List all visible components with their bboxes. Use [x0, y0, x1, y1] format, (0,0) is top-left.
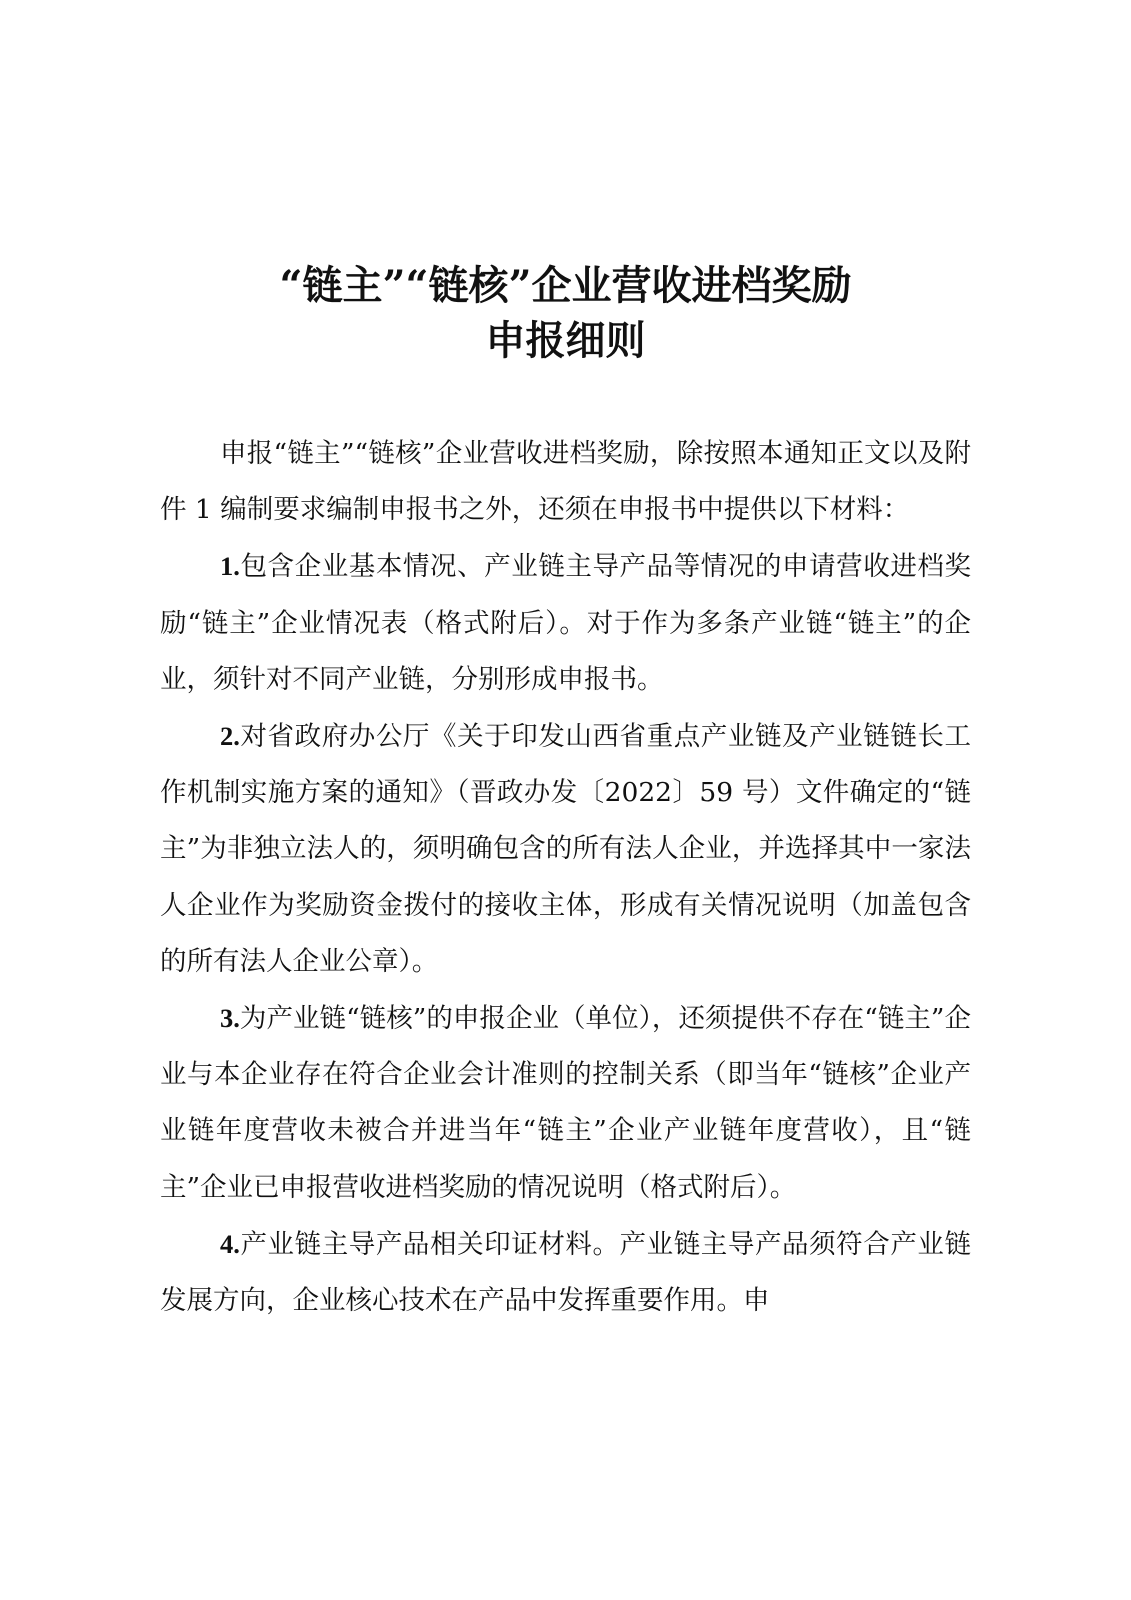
- item-number: 3.: [220, 1003, 240, 1034]
- item-number: 2.: [220, 721, 240, 752]
- document-title-line-1: “链主”“链核”企业营收进档奖励: [279, 262, 852, 309]
- item-text: 产业链主导产品相关印证材料。产业链主导产品须符合产业链发展方向，企业核心技术在产品中发挥重要作用。申: [160, 1228, 971, 1317]
- item-text: 为产业链“链核”的申报企业（单位），还须提供不存在“链主”企业与本企业存在符合企业会计准则的控制关系（即当年“链核”企业产业链年度营收未被合并进当年“链主”企业产业链年度营收），且“链主”企业已申报营收进档奖励的情况说明（格式附后）。: [160, 1003, 971, 1203]
- item-number: 1.: [220, 551, 240, 582]
- list-item-1: [160, 538, 971, 708]
- intro-paragraph: 申报“链主”“链核”企业营收进档奖励，除按照本通知正文以及附件 1 编制要求编制申报书之外，还须在申报书中提供以下材料：: [160, 438, 971, 526]
- list-item-3: [160, 990, 971, 1216]
- list-item-2: [160, 708, 971, 990]
- item-text: 包含企业基本情况、产业链主导产品等情况的申请营收进档奖励“链主”企业情况表（格式附后）。对于作为多条产业链“链主”的企业，须针对不同产业链，分别形成申报书。: [160, 551, 971, 695]
- list-item-4: [160, 1216, 971, 1329]
- item-text: 对省政府办公厅《关于印发山西省重点产业链及产业链链长工作机制实施方案的通知》（晋政办发〔2022〕59 号）文件确定的“链主”为非独立法人的，须明确包含的所有法人企业，并选择其中一家法人企业作为奖励资金拨付的接收主体，形成有关情况说明（加盖包含的所有法人企业公章）。: [160, 721, 971, 977]
- item-number: 4.: [220, 1228, 240, 1259]
- document-title-line-2: 申报细则: [485, 317, 646, 364]
- document-body: [160, 426, 971, 1329]
